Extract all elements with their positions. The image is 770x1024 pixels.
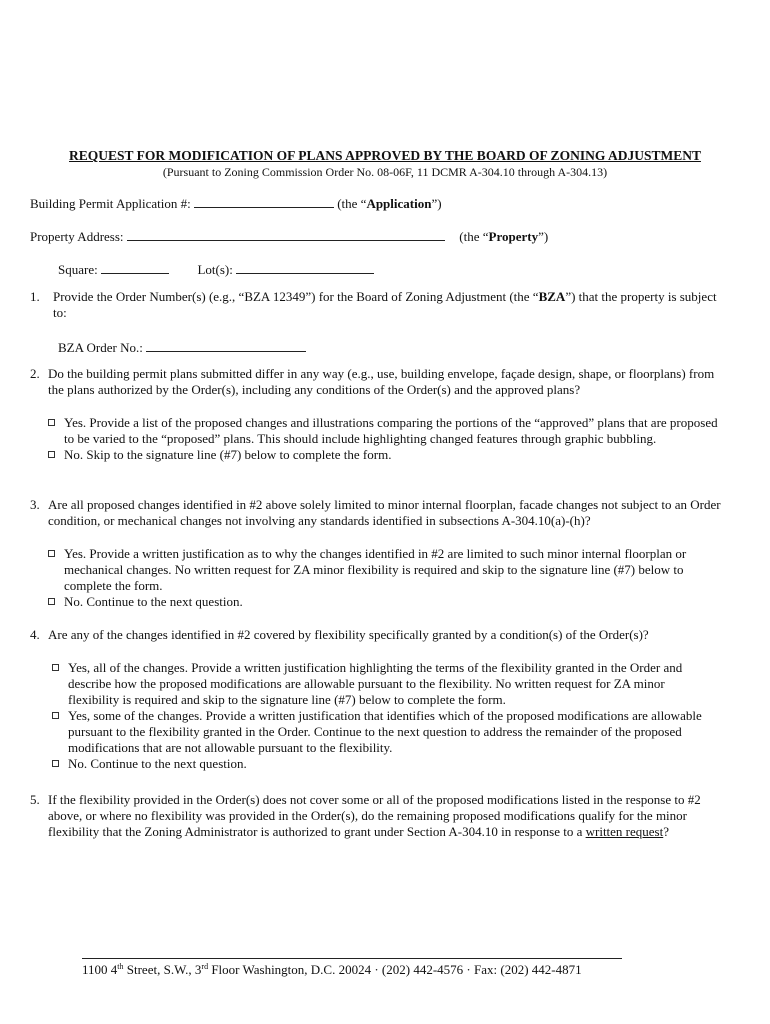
question-4-options <box>50 660 715 772</box>
checkbox-icon[interactable] <box>52 760 59 767</box>
footer-divider <box>82 958 622 959</box>
permit-row <box>30 195 442 212</box>
property-address-field[interactable] <box>127 228 445 241</box>
question-4-text: Are any of the changes identified in #2 covered by flexibility specifically granted by a condition(s) of the Order(s)? <box>48 627 649 642</box>
question-3-options <box>46 546 718 610</box>
option-yes-some: Yes, some of the changes. Provide a written justification that identifies which of the proposed modifications are allowable pursuant to the flexibility granted in the Order. Continue to the next question to address the remainder of the proposed modifications that are not allowable pursuant to the flexibility. <box>50 708 715 756</box>
question-5-text: If the flexibility provided in the Order(s) does not cover some or all of the proposed modifications listed in the response to #2 above, or where no flexibility was provided in the Order(s), do the remaining proposed modifications qualify for the minor flexibility that the Zoning Administrator is authorized to grant under Section A-304.10 in response to a written request? <box>48 792 701 839</box>
checkbox-icon[interactable] <box>48 451 55 458</box>
question-number: 3. <box>30 497 40 512</box>
question-number: 1. <box>30 289 40 304</box>
option-no: No. Skip to the signature line (#7) below to complete the form. <box>46 447 718 463</box>
bza-order-field[interactable] <box>146 339 306 352</box>
checkbox-icon[interactable] <box>52 664 59 671</box>
address-suffix: (the “Property”) <box>459 229 549 244</box>
question-2-options <box>46 415 718 463</box>
option-yes: Yes. Provide a written justification as to why the changes identified in #2 are limited to such minor internal floorplan or mechanical changes. No written request for ZA minor flexibility is required and skip to the signature line (#7) below to complete the form. <box>46 546 718 594</box>
option-no: No. Continue to the next question. <box>46 594 718 610</box>
bza-order-row <box>58 339 306 356</box>
question-number: 4. <box>30 627 40 642</box>
checkbox-icon[interactable] <box>52 712 59 719</box>
checkbox-icon[interactable] <box>48 598 55 605</box>
option-yes: Yes. Provide a list of the proposed changes and illustrations comparing the portions of the “approved” plans that are proposed to be varied to the “proposed” plans. This should include highlighting changed features through graphic bubbling. <box>46 415 718 447</box>
bza-order-label: BZA Order No.: <box>58 340 143 355</box>
address-row <box>30 228 548 245</box>
permit-label: Building Permit Application #: <box>30 196 191 211</box>
form-subtitle: (Pursuant to Zoning Commission Order No. 08-06F, 11 DCMR A-304.10 through A-304.13) <box>162 165 608 179</box>
checkbox-icon[interactable] <box>48 550 55 557</box>
question-5 <box>30 792 730 840</box>
question-1 <box>30 289 730 321</box>
address-label: Property Address: <box>30 229 124 244</box>
checkbox-icon[interactable] <box>48 419 55 426</box>
question-2-text: Do the building permit plans submitted differ in any way (e.g., use, building envelope, façade design, shape, or floorplans) from the plans authorized by the Order(s), including any conditions of the Order(s) and the approved plans? <box>48 366 715 397</box>
question-number: 2. <box>30 366 40 381</box>
square-field[interactable] <box>101 261 169 274</box>
question-number: 5. <box>30 792 40 807</box>
lots-label: Lot(s): <box>197 262 233 277</box>
written-request-link[interactable]: written request <box>585 824 664 839</box>
question-2 <box>30 366 730 398</box>
square-lot-row <box>58 261 374 278</box>
permit-suffix: (the “Application”) <box>337 196 442 211</box>
question-3 <box>30 497 730 529</box>
question-4 <box>30 627 730 643</box>
question-1-text: Provide the Order Number(s) (e.g., “BZA 12349”) for the Board of Zoning Adjustment (the “BZA”) that the property is subject to: <box>53 289 717 320</box>
footer-address: 1100 4th Street, S.W., 3rd Floor Washington, D.C. 20024 · (202) 442-4576 · Fax: (202) 442-4871 <box>82 962 582 977</box>
question-3-text: Are all proposed changes identified in #2 above solely limited to minor internal floorplan, facade changes not subject to an Order condition, or mechanical changes not involving any standards identified in subsections A-304.10(a)-(h)? <box>48 497 721 528</box>
square-label: Square: <box>58 262 98 277</box>
form-title: REQUEST FOR MODIFICATION OF PLANS APPROVED BY THE BOARD OF ZONING ADJUSTMENT <box>69 148 701 163</box>
option-yes-all: Yes, all of the changes. Provide a written justification highlighting the terms of the flexibility granted in the Order and describe how the proposed modifications are allowable pursuant to the flexibility. No written request for ZA minor flexibility is required and skip to the signature line (#7) below to complete the form. <box>50 660 715 708</box>
option-no: No. Continue to the next question. <box>50 756 715 772</box>
permit-number-field[interactable] <box>194 195 334 208</box>
lots-field[interactable] <box>236 261 374 274</box>
